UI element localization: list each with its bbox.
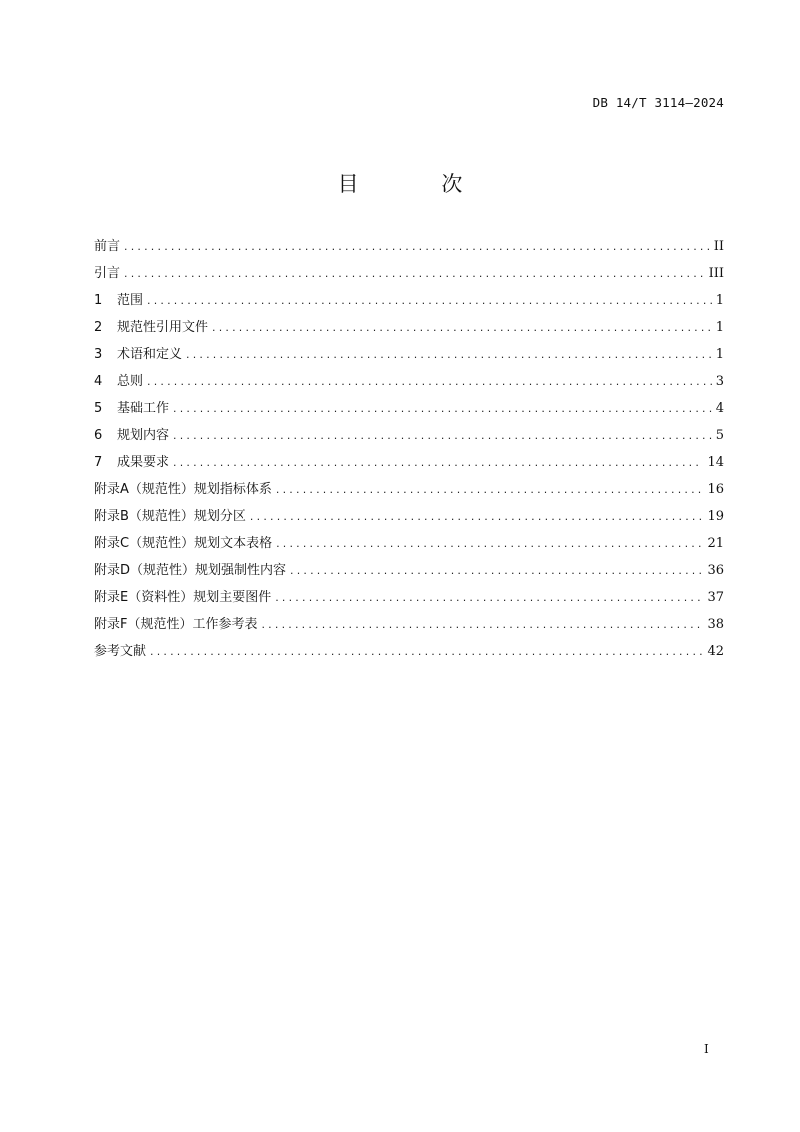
- toc-entry-label: 范围: [117, 293, 144, 308]
- toc-entry[interactable]: [94, 424, 724, 451]
- toc-entry[interactable]: [94, 370, 724, 397]
- toc-entry-page: 4: [715, 401, 724, 416]
- toc-entry-page: II: [713, 239, 724, 254]
- toc-entry-number: 2: [94, 320, 103, 335]
- dot-leader: [276, 537, 703, 550]
- toc-entry-number: 4: [94, 374, 103, 389]
- dot-leader: [173, 456, 703, 469]
- toc-entry-label: 总则: [117, 374, 144, 389]
- toc-entry[interactable]: [94, 316, 724, 343]
- dot-leader: [173, 429, 712, 442]
- toc-entry-number: 6: [94, 428, 103, 443]
- toc-entry-page: 1: [715, 320, 724, 335]
- dot-leader: [186, 348, 712, 361]
- toc-entry-page: III: [708, 266, 724, 281]
- toc-entry-number: 3: [94, 347, 103, 362]
- dot-leader: [250, 510, 704, 523]
- toc-entry-number: 5: [94, 401, 103, 416]
- page-title: 目 次: [337, 172, 501, 196]
- toc-entry-label: 附录C（规范性）规划文本表格: [94, 536, 273, 551]
- dot-leader: [124, 240, 710, 253]
- toc-entry[interactable]: [94, 505, 724, 532]
- toc-entry-label: 参考文献: [94, 644, 147, 659]
- standard-code: DB 14/T 3114—2024: [592, 95, 724, 110]
- toc-entry-label: 附录D（规范性）规划强制性内容: [94, 563, 287, 578]
- toc-entry-page: 16: [707, 482, 724, 497]
- dot-leader: [173, 402, 712, 415]
- toc-entry-label: 前言: [94, 239, 121, 254]
- toc-entry-page: 19: [707, 509, 724, 524]
- dot-leader: [275, 591, 703, 604]
- dot-leader: [124, 267, 705, 280]
- table-of-contents: [94, 235, 724, 667]
- toc-entry-label: 规划内容: [117, 428, 170, 443]
- toc-entry[interactable]: [94, 343, 724, 370]
- toc-entry-label: 术语和定义: [117, 347, 183, 362]
- toc-entry[interactable]: [94, 478, 724, 505]
- dot-leader: [212, 321, 712, 334]
- toc-entry[interactable]: [94, 262, 724, 289]
- toc-entry-label: 基础工作: [117, 401, 170, 416]
- toc-entry-label: 附录E（资料性）规划主要图件: [94, 590, 272, 605]
- toc-entry-page: 14: [707, 455, 724, 470]
- toc-entry[interactable]: [94, 586, 724, 613]
- toc-entry[interactable]: [94, 613, 724, 640]
- toc-entry[interactable]: [94, 640, 724, 667]
- toc-entry-page: 36: [707, 563, 724, 578]
- toc-entry-number: 1: [94, 293, 103, 308]
- toc-entry-label: 规范性引用文件: [117, 320, 209, 335]
- toc-entry-page: 37: [707, 590, 724, 605]
- dot-leader: [276, 483, 704, 496]
- toc-entry-label: 附录F（规范性）工作参考表: [94, 617, 258, 632]
- toc-entry-label: 成果要求: [117, 455, 170, 470]
- dot-leader: [290, 564, 703, 577]
- dot-leader: [261, 618, 703, 631]
- toc-entry-page: 38: [707, 617, 724, 632]
- dot-leader: [147, 294, 712, 307]
- toc-entry[interactable]: [94, 532, 724, 559]
- toc-entry-page: 21: [707, 536, 724, 551]
- dot-leader: [147, 375, 712, 388]
- toc-entry-page: 5: [715, 428, 724, 443]
- toc-entry-label: 附录A（规范性）规划指标体系: [94, 482, 272, 497]
- toc-entry[interactable]: [94, 451, 724, 478]
- toc-entry[interactable]: [94, 559, 724, 586]
- toc-entry[interactable]: [94, 289, 724, 316]
- toc-entry[interactable]: [94, 397, 724, 424]
- toc-entry-page: 42: [707, 644, 724, 659]
- toc-entry-label: 引言: [94, 266, 121, 281]
- toc-entry-page: 1: [715, 293, 724, 308]
- toc-entry-number: 7: [94, 455, 103, 470]
- toc-entry-label: 附录B（规范性）规划分区: [94, 509, 246, 524]
- toc-entry[interactable]: [94, 235, 724, 262]
- dot-leader: [150, 645, 703, 658]
- page-number: I: [704, 1042, 709, 1056]
- toc-entry-page: 1: [715, 347, 724, 362]
- toc-entry-page: 3: [715, 374, 724, 389]
